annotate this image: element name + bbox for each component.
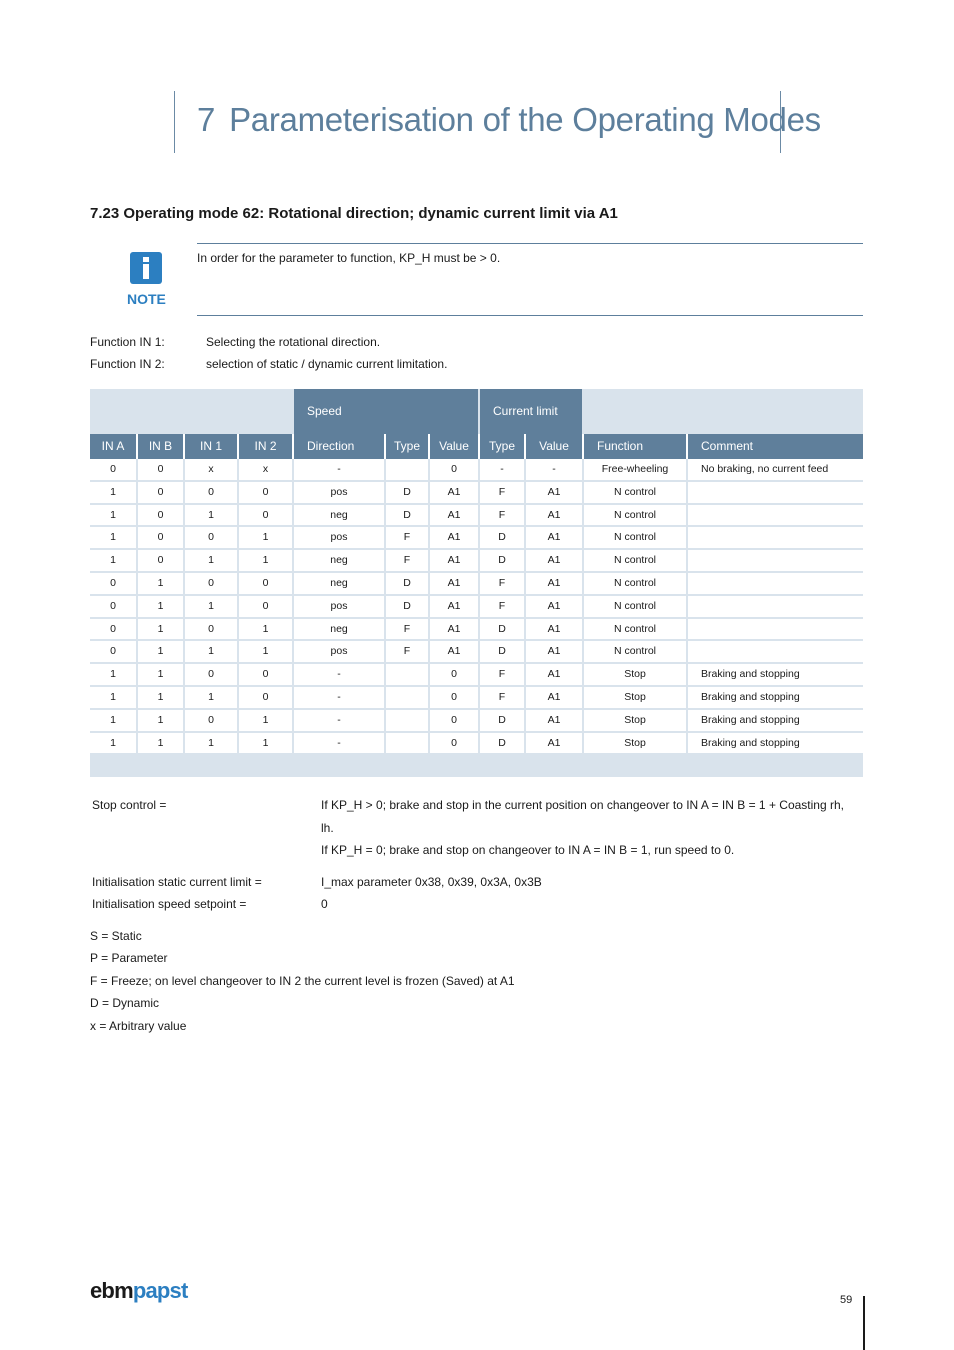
function-in1-label: Function IN 1:	[90, 335, 165, 349]
table-cell: 1	[138, 733, 185, 754]
page-number: 59	[840, 1294, 853, 1306]
table-cell: N control	[584, 550, 688, 571]
column-header: Comment	[701, 439, 754, 453]
table-cell: 0	[430, 687, 480, 708]
table-cell: 0	[239, 687, 294, 708]
table-cell: 1	[90, 733, 138, 754]
init-current-limit-value: I_max parameter 0x38, 0x39, 0x3A, 0x3B	[321, 875, 542, 889]
table-cell: A1	[526, 664, 584, 685]
table-cell	[688, 550, 863, 571]
table-cell: A1	[430, 573, 480, 594]
column-header: Value	[430, 434, 480, 459]
speed-group-header: Speed	[294, 389, 478, 434]
table-cell: D	[480, 619, 526, 640]
table-cell: A1	[526, 527, 584, 548]
table-cell	[688, 505, 863, 526]
table-cell: Free-wheeling	[584, 459, 688, 480]
table-cell: -	[294, 710, 386, 731]
table-cell: 1	[185, 641, 239, 662]
table-cell: 0	[138, 482, 185, 503]
table-cell: 1	[90, 687, 138, 708]
table-cell: N control	[584, 619, 688, 640]
table-cell: N control	[584, 505, 688, 526]
chapter-title	[197, 101, 821, 139]
table-cell: 1	[239, 619, 294, 640]
chapter-number: 7	[197, 101, 216, 138]
table-cell	[688, 573, 863, 594]
table-cell: A1	[526, 596, 584, 617]
table-cell: A1	[526, 505, 584, 526]
table-cell: A1	[430, 641, 480, 662]
table-cell: pos	[294, 641, 386, 662]
stop-control-line2: If KP_H = 0; brake and stop on changeover to IN A = IN B = 1, run speed to 0.	[321, 843, 735, 857]
column-header: IN 1	[185, 434, 239, 459]
table-cell: N control	[584, 596, 688, 617]
table-cell: Braking and stopping	[701, 713, 800, 726]
table-cell: F	[480, 482, 526, 503]
table-cell: A1	[526, 710, 584, 731]
legend-item: D = Dynamic	[90, 996, 160, 1010]
legend-item: S = Static	[90, 929, 142, 943]
table-cell: pos	[294, 482, 386, 503]
table-cell: A1	[526, 687, 584, 708]
table-cell	[688, 527, 863, 548]
table-cell: A1	[430, 596, 480, 617]
table-cell: A1	[526, 573, 584, 594]
table-row	[90, 664, 863, 687]
table-cell: 0	[430, 664, 480, 685]
table-cell: 0	[430, 710, 480, 731]
table-cell: -	[294, 687, 386, 708]
note-label: NOTE	[127, 291, 166, 307]
table-cell: 1	[90, 527, 138, 548]
table-cell: A1	[430, 619, 480, 640]
table-cell: 1	[185, 550, 239, 571]
table-cell: F	[386, 527, 430, 548]
table-cell	[386, 733, 430, 754]
table-cell: 1	[138, 596, 185, 617]
table-cell: D	[480, 550, 526, 571]
table-cell: -	[294, 733, 386, 754]
table-cell: 1	[239, 550, 294, 571]
table-cell: A1	[430, 482, 480, 503]
table-cell: 0	[90, 459, 138, 480]
table-cell: No braking, no current feed	[701, 463, 829, 475]
stop-control-label: Stop control =	[92, 798, 167, 812]
function-in2-desc: selection of static / dynamic current limitation.	[206, 357, 448, 371]
note-divider-top	[197, 243, 863, 244]
table-cell: 0	[430, 459, 480, 480]
table-cell: A1	[526, 482, 584, 503]
table-cell: D	[386, 573, 430, 594]
table-cell: F	[480, 596, 526, 617]
table-cell: 0	[239, 596, 294, 617]
table-cell: pos	[294, 527, 386, 548]
table-cell: 1	[90, 505, 138, 526]
column-header: IN 2	[239, 434, 294, 459]
table-cell: neg	[294, 619, 386, 640]
column-header: Type	[480, 434, 526, 459]
table-cell: -	[480, 459, 526, 480]
table-footer-band	[90, 755, 863, 777]
note-divider-bottom	[197, 315, 863, 316]
table-cell: 1	[90, 550, 138, 571]
table-cell: A1	[430, 527, 480, 548]
table-cell: 1	[138, 687, 185, 708]
table-cell	[386, 710, 430, 731]
chapter-header	[174, 91, 821, 153]
table-cell: 0	[185, 527, 239, 548]
table-cell: A1	[430, 505, 480, 526]
table-cell: 0	[90, 641, 138, 662]
table-cell: 0	[90, 619, 138, 640]
table-cell: A1	[526, 733, 584, 754]
operating-mode-table	[90, 389, 863, 777]
legend-item: x = Arbitrary value	[90, 1019, 187, 1033]
note-text: In order for the parameter to function, KP_H must be > 0.	[197, 251, 501, 265]
table-cell: Stop	[584, 687, 688, 708]
table-cell: D	[386, 596, 430, 617]
function-in2-label: Function IN 2:	[90, 357, 165, 371]
table-cell: N control	[584, 641, 688, 662]
table-cell: 0	[185, 664, 239, 685]
table-cell: Braking and stopping	[701, 668, 800, 681]
table-cell: 1	[90, 664, 138, 685]
table-cell: -	[294, 459, 386, 480]
table-cell: 1	[138, 710, 185, 731]
table-cell: F	[386, 550, 430, 571]
column-header: Type	[386, 434, 430, 459]
table-cell: F	[386, 641, 430, 662]
table-cell: 0	[185, 482, 239, 503]
table-cell: D	[386, 482, 430, 503]
table-cell: Stop	[584, 710, 688, 731]
table-row	[90, 619, 863, 642]
table-cell: 1	[90, 482, 138, 503]
table-cell: 1	[239, 527, 294, 548]
table-cell: 0	[239, 505, 294, 526]
table-cell: 0	[90, 596, 138, 617]
table-header-row	[90, 434, 863, 459]
table-cell: A1	[526, 550, 584, 571]
table-row	[90, 596, 863, 619]
table-cell: A1	[526, 641, 584, 662]
table-cell: F	[480, 664, 526, 685]
table-cell: neg	[294, 505, 386, 526]
table-cell: pos	[294, 596, 386, 617]
table-cell: 1	[138, 664, 185, 685]
table-cell: 0	[138, 459, 185, 480]
table-cell	[688, 482, 863, 503]
table-cell: x	[185, 459, 239, 480]
table-cell: Braking and stopping	[701, 690, 800, 703]
table-cell: Stop	[584, 664, 688, 685]
table-cell: D	[480, 733, 526, 754]
table-cell: 0	[430, 733, 480, 754]
table-cell: F	[480, 687, 526, 708]
table-cell: A1	[526, 619, 584, 640]
table-cell: 0	[185, 710, 239, 731]
table-row	[90, 573, 863, 596]
legend-item: P = Parameter	[90, 951, 168, 965]
table-row	[90, 687, 863, 710]
chapter-title-text: Parameterisation of the Operating Modes	[229, 101, 821, 138]
column-header: IN B	[138, 434, 185, 459]
table-row	[90, 459, 863, 482]
table-cell: neg	[294, 550, 386, 571]
table-group-header	[90, 389, 863, 434]
table-cell: 1	[90, 710, 138, 731]
current-limit-group-header: Current limit	[480, 389, 582, 434]
table-body	[90, 459, 863, 755]
table-cell: 0	[138, 550, 185, 571]
table-cell: 0	[90, 573, 138, 594]
table-cell: 0	[185, 573, 239, 594]
table-cell: F	[480, 505, 526, 526]
table-row	[90, 505, 863, 528]
table-cell: neg	[294, 573, 386, 594]
table-cell: 0	[239, 664, 294, 685]
table-cell	[386, 687, 430, 708]
column-header: IN A	[90, 434, 138, 459]
table-cell: D	[386, 505, 430, 526]
table-cell	[386, 664, 430, 685]
table-cell: 1	[138, 641, 185, 662]
table-cell: 1	[185, 733, 239, 754]
table-cell	[688, 596, 863, 617]
table-cell: 0	[185, 619, 239, 640]
table-row	[90, 641, 863, 664]
table-cell: 1	[185, 596, 239, 617]
table-cell: N control	[584, 527, 688, 548]
ebmpapst-logo: ebmpapst	[90, 1278, 188, 1303]
table-row	[90, 733, 863, 756]
table-row	[90, 527, 863, 550]
section-heading: 7.23 Operating mode 62: Rotational direction; dynamic current limit via A1	[90, 205, 618, 222]
column-header: Direction	[294, 434, 386, 459]
function-in1-desc: Selecting the rotational direction.	[206, 335, 381, 349]
table-cell: A1	[430, 550, 480, 571]
table-cell: x	[239, 459, 294, 480]
table-cell	[688, 619, 863, 640]
table-cell: N control	[584, 482, 688, 503]
table-cell: 0	[239, 573, 294, 594]
init-current-limit-label: Initialisation static current limit =	[92, 875, 262, 889]
page-rule	[863, 1296, 865, 1350]
table-cell: 0	[239, 482, 294, 503]
table-cell: 1	[138, 619, 185, 640]
legend-item: F = Freeze; on level changeover to IN 2 the current level is frozen (Saved) at A1	[90, 974, 515, 988]
column-header: Value	[526, 434, 584, 459]
table-row	[90, 482, 863, 505]
table-cell: 1	[185, 687, 239, 708]
table-row	[90, 710, 863, 733]
table-cell: Stop	[584, 733, 688, 754]
table-cell	[386, 459, 430, 480]
table-cell: 1	[239, 641, 294, 662]
table-cell: D	[480, 527, 526, 548]
table-cell: -	[526, 459, 584, 480]
table-cell: D	[480, 641, 526, 662]
table-cell: N control	[584, 573, 688, 594]
table-cell	[688, 641, 863, 662]
table-cell: F	[480, 573, 526, 594]
table-cell: 0	[138, 527, 185, 548]
table-cell: D	[480, 710, 526, 731]
table-cell: 1	[138, 573, 185, 594]
init-speed-value: 0	[321, 897, 328, 911]
table-cell: 1	[185, 505, 239, 526]
table-cell: 1	[239, 710, 294, 731]
table-cell: 1	[239, 733, 294, 754]
table-cell: Braking and stopping	[701, 736, 800, 749]
column-header: Function	[584, 434, 688, 459]
table-cell: F	[386, 619, 430, 640]
table-cell: 0	[138, 505, 185, 526]
stop-control-line1: If KP_H > 0; brake and stop in the current position on changeover to IN A = IN B = 1 + Coasting rh, lh.	[321, 798, 844, 835]
info-icon	[130, 252, 162, 284]
table-cell: -	[294, 664, 386, 685]
init-speed-label: Initialisation speed setpoint =	[92, 897, 247, 911]
table-row	[90, 550, 863, 573]
